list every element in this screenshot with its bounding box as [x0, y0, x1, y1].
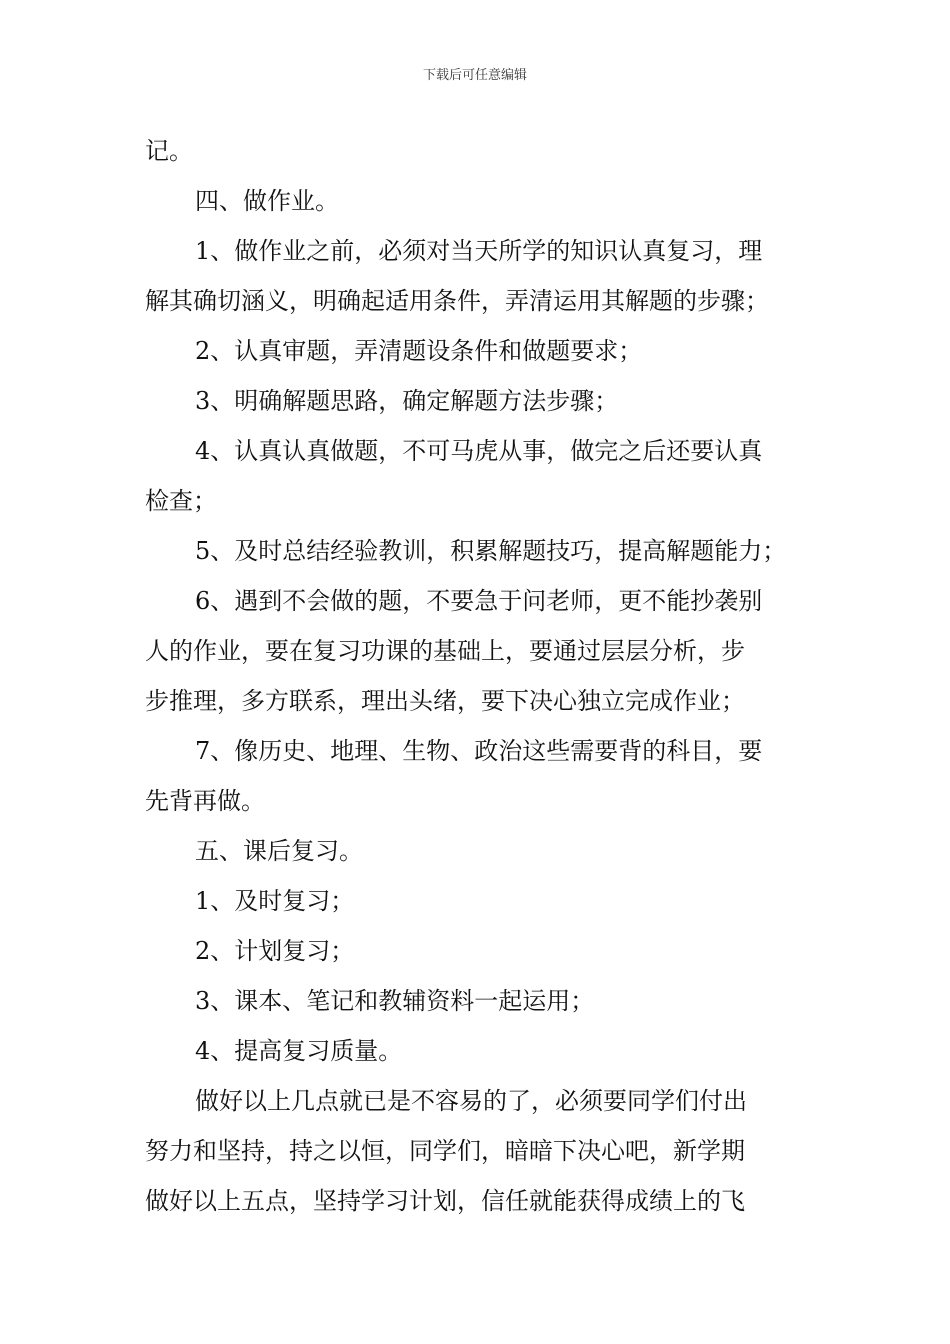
text-line: 4、认真认真做题，不可马虎从事，做完之后还要认真: [195, 437, 763, 465]
text-line: 2、认真审题，弄清题设条件和做题要求；: [195, 337, 643, 365]
text-line: 记。: [145, 137, 193, 165]
text-line: 解其确切涵义，明确起适用条件，弄清运用其解题的步骤；: [145, 287, 769, 315]
text-line: 1、及时复习；: [195, 887, 355, 915]
text-line: 步推理，多方联系，理出头绪，要下决心独立完成作业；: [145, 687, 745, 715]
text-line: 3、课本、笔记和教辅资料一起运用；: [195, 987, 595, 1015]
text-line: 努力和坚持，持之以恒，同学们，暗暗下决心吧，新学期: [145, 1137, 745, 1165]
text-line: 做好以上几点就已是不容易的了，必须要同学们付出: [195, 1087, 747, 1115]
text-line: 5、及时总结经验教训，积累解题技巧，提高解题能力；: [195, 537, 787, 565]
text-line: 1、做作业之前，必须对当天所学的知识认真复习，理: [195, 237, 763, 265]
text-line: 做好以上五点，坚持学习计划，信任就能获得成绩上的飞: [145, 1187, 745, 1215]
text-line: 3、明确解题思路，确定解题方法步骤；: [195, 387, 619, 415]
text-line: 2、计划复习；: [195, 937, 355, 965]
text-line: 五、课后复习。: [195, 837, 363, 865]
text-line: 4、提高复习质量。: [195, 1037, 403, 1065]
document-body: [145, 126, 807, 1226]
page-header: 下载后可任意编辑: [422, 68, 527, 83]
text-line: 人的作业，要在复习功课的基础上，要通过层层分析，步: [145, 637, 745, 665]
text-line: 检查；: [145, 487, 217, 515]
text-line: 先背再做。: [145, 787, 265, 815]
text-line: 6、遇到不会做的题，不要急于问老师，更不能抄袭别: [195, 587, 763, 615]
text-line: 四、做作业。: [195, 187, 339, 215]
text-line: 7、像历史、地理、生物、政治这些需要背的科目，要: [195, 737, 763, 765]
